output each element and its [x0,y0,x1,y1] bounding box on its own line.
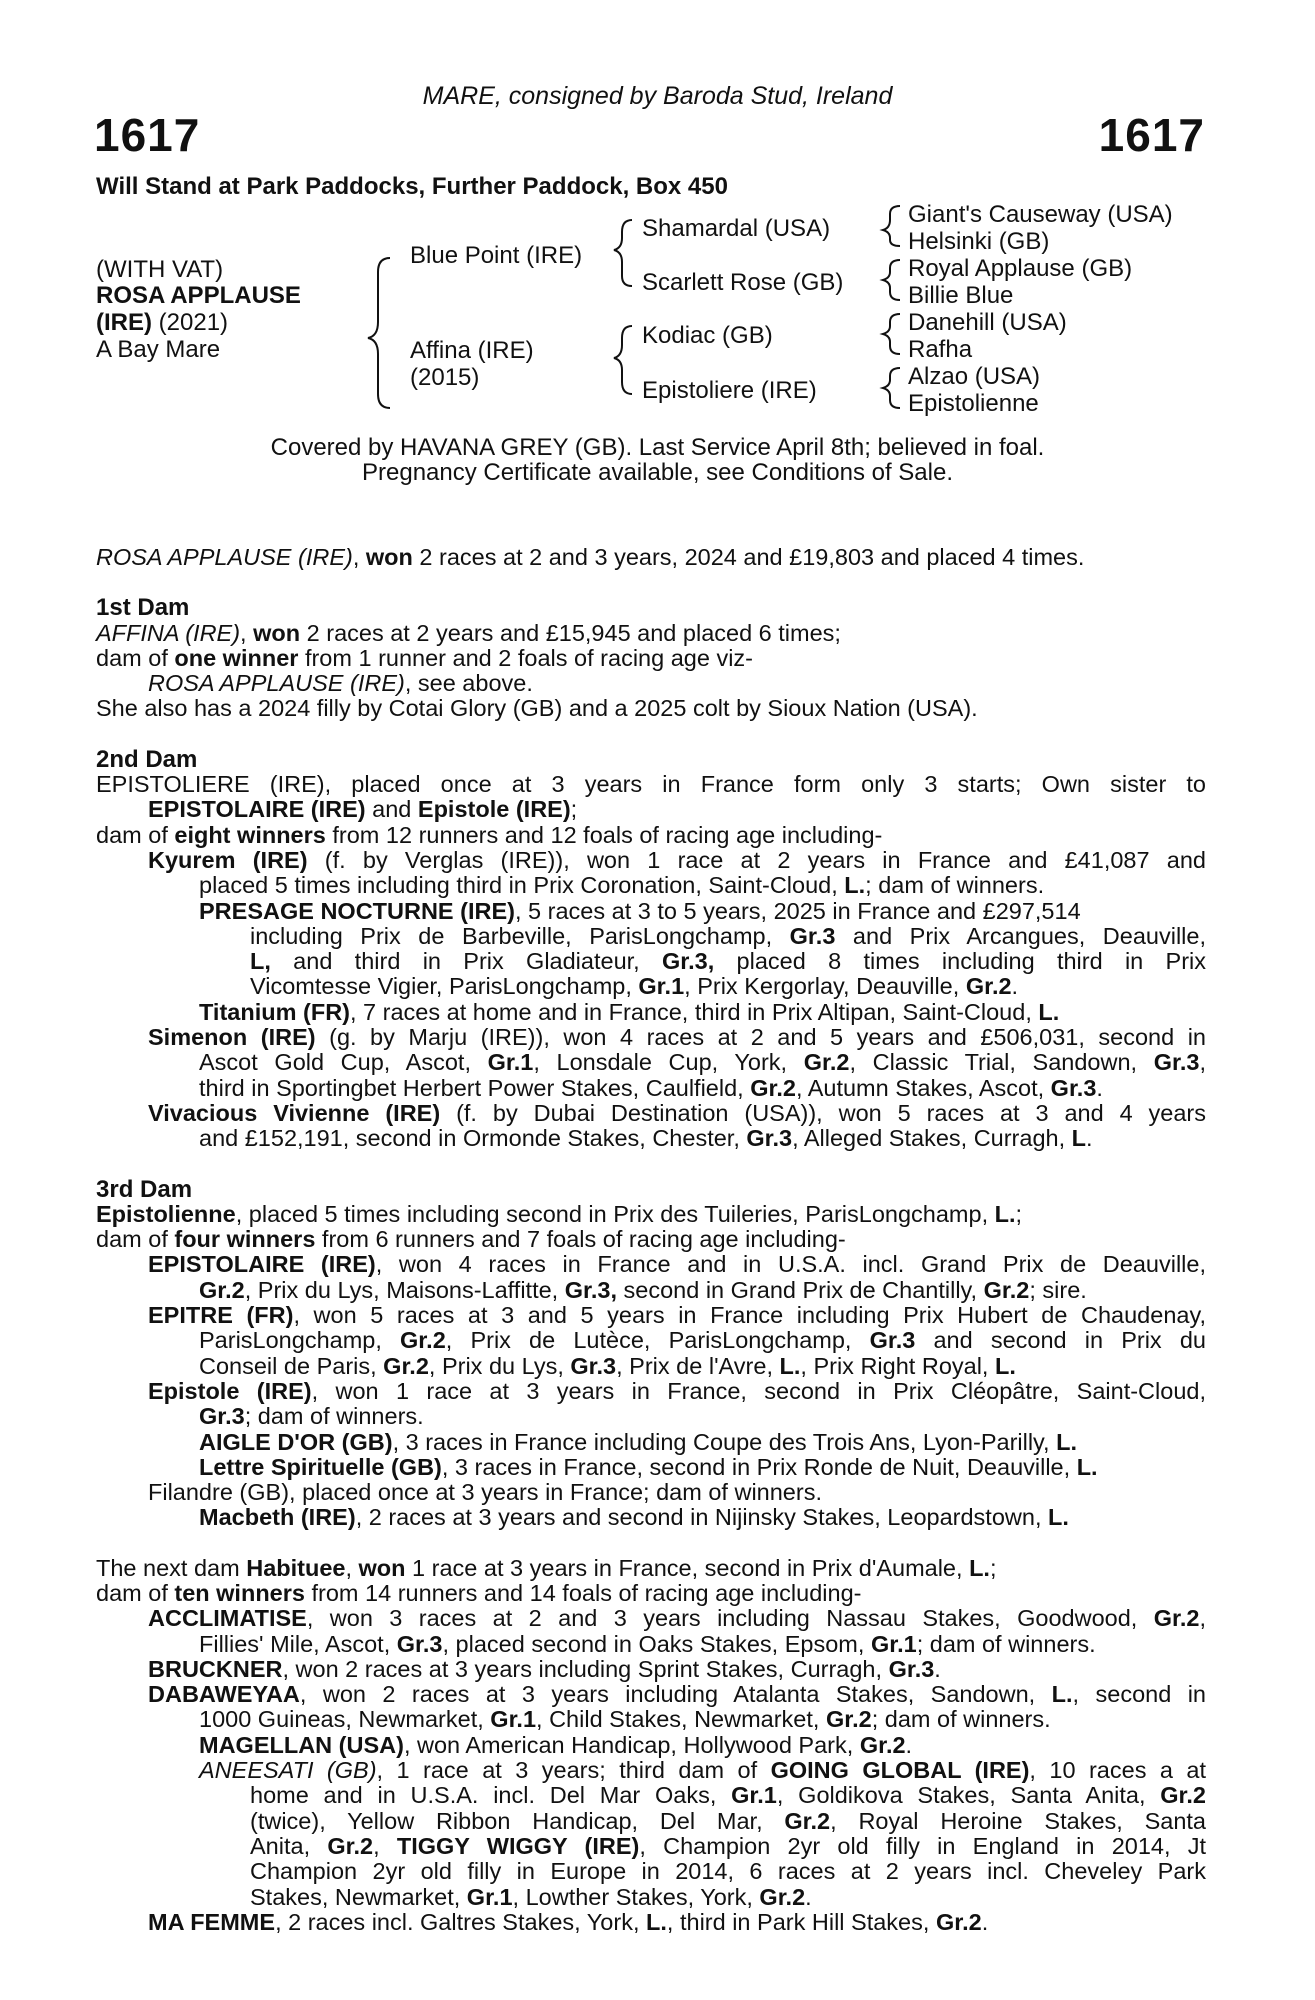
text: , Prix du Lys, Maisons-Laffitte, [244,1276,565,1303]
text: and [365,796,418,823]
grade: Gr.1 [870,1630,917,1657]
first-dam-comma: , [240,619,254,646]
dabaweyaa-line-2 [96,1707,1206,1732]
grade: Gr.2 [327,1832,374,1859]
text: dam of [96,644,175,671]
text: from 12 runners and 12 foals of racing age including- [325,821,883,848]
text: , Child Stakes, Newmarket, [536,1706,826,1733]
text: , 7 races at home and in France, third in Prix Altipan, Saint-Cloud, [350,998,1039,1025]
epistole-line-1 [96,1379,1206,1404]
text: , Champion 2yr old filly in England in 2014, Jt [639,1832,1207,1859]
text: , [1199,1049,1206,1076]
grade: L, [250,948,271,975]
first-dam-heading: 1st Dam [96,594,190,622]
horse-suffix: (IRE) [96,309,152,336]
text: ParisLongchamp, [199,1327,401,1354]
progeny-name: MA FEMME [148,1908,276,1935]
grade: L. [1048,1504,1069,1531]
summary-horse: ROSA APPLAUSE (IRE) [96,544,353,570]
grade: L [1071,1125,1087,1152]
first-dam-line-1 [96,621,1206,646]
lot-number-right: 1617 [1098,109,1205,161]
text: ; [1015,1200,1023,1227]
text: , 1 race at 3 years; third dam of [376,1757,771,1784]
grade: Gr.2 [199,1276,245,1303]
winners-count: four winners [174,1226,316,1253]
text: 1 race at 3 years in France, second in Prix d'Aumale, [405,1554,970,1581]
presage-line-2 [96,924,1206,949]
aneesati-line-2 [96,1783,1206,1808]
aneesati-line-4 [96,1834,1206,1859]
text: and second in Prix du [915,1327,1206,1354]
text: and £152,191, second in Ormonde Stakes, Chester, [199,1125,747,1152]
text: ; [570,796,578,823]
grade: Gr.2 [859,1731,906,1758]
ggp-2: Helsinki (GB) [908,228,1050,255]
grade: Gr.2 [383,1352,429,1379]
text: , won 2 races at 3 years including Sprint Stakes, Curragh, [282,1655,889,1682]
presage-line-1 [96,899,1206,924]
text: , won 3 races at 2 and 3 years including Nassau Stakes, Goodwood, [306,1605,1154,1632]
grade: L. [969,1554,990,1581]
third-dam-line-1 [96,1202,1206,1227]
presage-line-4 [96,974,1206,999]
lettre-line [96,1455,1206,1480]
text: , 2 races at 3 years and second in Nijinsky Stakes, Leopardstown, [355,1504,1048,1531]
text: home and in U.S.A. incl. Del Mar Oaks, [250,1782,732,1809]
progeny-name: Epistole (IRE) [148,1377,312,1404]
text: placed 8 times including third in Prix [714,948,1207,975]
dam-sire: Kodiac (GB) [642,322,773,349]
grade: L. [646,1908,667,1935]
simenon-line-2 [96,1050,1206,1075]
text: . [1086,1125,1093,1152]
acclimatise-line-1 [96,1606,1206,1631]
grade: Gr.3 [869,1327,916,1354]
text: Fillies' Mile, Ascot, [199,1630,397,1657]
text: , 3 races in France, second in Prix Ronde de Nuit, Deauville, [441,1453,1077,1480]
text: , won 2 races at 3 years including Atalanta Stakes, Sandown, [299,1681,1052,1708]
dabaweyaa-line-1 [96,1682,1206,1707]
grade: L. [995,1352,1016,1379]
aigle-line [96,1430,1206,1455]
text: (g. by Marju (IRE)), won 4 races at 2 and 5 years and £506,031, second in [315,1024,1207,1051]
epistolaire-line-2 [96,1278,1206,1303]
grade: Gr.2 [825,1706,872,1733]
text: placed 5 times including third in Prix Coronation, Saint-Cloud, [199,872,845,899]
grade: Gr.2 [803,1049,850,1076]
first-dam-line-4: She also has a 2024 filly by Cotai Glory (GB) and a 2025 colt by Sioux Nation (USA). [96,695,978,722]
dam-name: Epistolienne [96,1200,236,1227]
text: Ascot Gold Cup, Ascot, [199,1049,488,1076]
grade: L. [994,1200,1016,1227]
text: , placed second in Oaks Stakes, Epsom, [442,1630,871,1657]
grade: Gr.2 [400,1327,446,1354]
descendant-name: GOING GLOBAL (IRE) [770,1757,1030,1784]
grade: Gr.3 [1050,1074,1097,1101]
descendant-name: TIGGY WIGGY (IRE) [396,1832,640,1859]
text: Vicomtesse Vigier, ParisLongchamp, [250,973,639,1000]
text: , [373,1832,397,1859]
text: . [1096,1074,1103,1101]
text: , Autumn Stakes, Ascot, [795,1074,1051,1101]
text: (f. by Dubai Destination (USA)), won 5 races at 3 and 4 years [440,1099,1207,1126]
progeny-name: AIGLE D'OR (GB) [199,1428,393,1455]
winners-count: ten winners [174,1579,305,1606]
text: , Lowther Stakes, York, [512,1883,760,1910]
text: , 10 races a at [1029,1757,1207,1784]
grade: L. [844,872,866,899]
covering-line-1: Covered by HAVANA GREY (GB). Last Service April 8th; believed in foal. [270,434,1045,461]
won-word: won [358,1554,406,1581]
magellan-line [96,1733,1206,1758]
text: ; dam of winners. [244,1403,424,1430]
text: from 1 runner and 2 foals of racing age viz- [298,644,753,671]
progeny-name: PRESAGE NOCTURNE (IRE) [199,897,515,924]
epistole-line-2 [96,1404,1206,1429]
filandre-line: Filandre (GB), placed once at 3 years in France; dam of winners. [148,1479,822,1506]
grade: Gr.2 [759,1883,806,1910]
aneesati-line-3 [96,1809,1206,1834]
text: , won 1 race at 3 years in France, second in Prix Cléopâtre, Saint-Cloud, [311,1377,1206,1404]
second-dam-line-3 [96,823,1206,848]
text: , see above. [404,670,533,697]
progeny-name: EPITRE (FR) [148,1302,294,1329]
progeny-name: MAGELLAN (USA) [199,1731,404,1758]
titanium-line [96,1000,1206,1025]
grade: Gr.2 [983,1276,1030,1303]
grade: Gr.3 [396,1630,443,1657]
text: and Prix Arcangues, Deauville, [835,922,1206,949]
second-dam-heading: 2nd Dam [96,745,198,773]
vivienne-line-1 [96,1101,1206,1126]
text: , [1199,1605,1206,1632]
text: ; dam of winners. [871,1706,1051,1733]
progeny-name: EPISTOLAIRE (IRE) [148,1251,376,1278]
progeny-name: BRUCKNER [148,1655,283,1682]
sire-sire: Shamardal (USA) [642,215,831,242]
text: . [1011,973,1019,1000]
grade: Gr.1 [731,1782,777,1809]
grade: L. [1038,998,1060,1025]
progeny-name: ANEESATI (GB) [199,1757,377,1784]
ggp-8: Epistolienne [908,390,1039,417]
consignment-line: MARE, consigned by Baroda Stud, Ireland [422,82,893,110]
grade: Gr.3 [888,1655,935,1682]
epistolaire-line-1 [96,1252,1206,1277]
horse-name: ROSA APPLAUSE [96,282,301,309]
text: third in Sportingbet Herbert Power Stakes, Caulfield, [199,1074,751,1101]
grade: Gr.2 [750,1074,796,1101]
text: , Prix de l'Avre, [616,1352,780,1379]
text: Conseil de Paris, [199,1352,384,1379]
text: from 14 runners and 14 foals of racing age including- [304,1579,862,1606]
third-dam-line-2 [96,1227,1206,1252]
text: , third in Park Hill Stakes, [666,1908,936,1935]
epitre-line-3 [96,1354,1206,1379]
first-dam-rest: 2 races at 2 years and £15,945 and placed 6 times; [300,619,841,646]
text: , Royal Heroine Stakes, Santa [830,1807,1206,1834]
progeny-name: ACCLIMATISE [148,1605,307,1632]
text: . [981,1908,989,1935]
macbeth-line [96,1505,1206,1530]
epitre-line-2 [96,1328,1206,1353]
summary-won: won [365,544,413,570]
text: , won 5 races at 3 and 5 years in France including Prix Hubert de Chaudenay, [293,1302,1206,1329]
grade: L. [1076,1453,1098,1480]
ggp-1: Giant's Causeway (USA) [908,201,1173,228]
next-dam-line-1 [96,1556,1206,1581]
acclimatise-line-2 [96,1632,1206,1657]
kyurem-line-2 [96,873,1206,898]
second-dam-line-1: EPISTOLIERE (IRE), placed once at 3 years in France form only 3 starts; Own sister to [96,771,1206,798]
winners-count: eight winners [174,821,326,848]
second-dam-line-2 [96,797,1206,822]
text: . [905,1731,913,1758]
text: , second in [1072,1681,1207,1708]
progeny-name: Titanium (FR) [199,998,350,1025]
simenon-line-1 [96,1025,1206,1050]
dam: Affina (IRE) [410,337,534,364]
grade: Gr.2 [784,1807,831,1834]
vat-note: (WITH VAT) [96,256,224,283]
text: (f. by Verglas (IRE)), won 1 race at 2 years in France and £41,087 and [307,846,1206,873]
simenon-line-3 [96,1076,1206,1101]
text: , 3 races in France including Coupe des Trois Ans, Lyon-Parilly, [392,1428,1057,1455]
text: (twice), Yellow Ribbon Handicap, Del Mar, [250,1807,785,1834]
kyurem-line-1 [96,848,1206,873]
ggp-7: Alzao (USA) [908,363,1041,390]
text: , 5 races at 3 to 5 years, 2025 in France and £297,514 [514,897,1081,924]
next-dam-line-2 [96,1581,1206,1606]
text: ; [989,1554,997,1581]
grade: L. [779,1352,801,1379]
text: , Alleged Stakes, Curragh, [792,1125,1072,1152]
text: and third in Prix Gladiateur, [270,948,662,975]
dam-dam: Epistoliere (IRE) [642,377,817,404]
grade: Gr.1 [487,1049,534,1076]
sibling-name: Epistole (IRE) [417,796,571,823]
dam-name: Habituee [246,1554,346,1581]
first-dam-name: AFFINA (IRE) [96,619,241,646]
dam-year: (2015) [410,364,480,391]
aneesati-line-5: Champion 2yr old filly in Europe in 2014, 6 races at 2 years incl. Cheveley Park [250,1858,1206,1885]
sire-dam: Scarlett Rose (GB) [642,269,844,296]
first-dam-line-2 [96,646,1206,671]
text: Anita, [250,1832,328,1859]
text: , Prix Kergorlay, Deauville, [684,973,966,1000]
grade: Gr.2 [1153,1605,1200,1632]
ggp-6: Rafha [908,336,973,363]
grade: Gr.2 [965,973,1012,1000]
epitre-line-1 [96,1303,1206,1328]
winners-count: one winner [174,644,299,671]
text: dam of [96,1226,175,1253]
text: , Prix du Lys, [428,1352,571,1379]
text: dam of [96,821,175,848]
grade: L. [1056,1428,1078,1455]
presage-line-3 [96,949,1206,974]
text: ; sire. [1029,1276,1087,1303]
progeny-name: ROSA APPLAUSE (IRE) [148,670,405,697]
text: Stakes, Newmarket, [250,1883,467,1910]
text: , placed 5 times including second in Prix des Tuileries, ParisLongchamp, [235,1200,995,1227]
grade: Gr.2 [1160,1782,1206,1809]
progeny-name: Simenon (IRE) [148,1024,316,1051]
progeny-name: Vivacious Vivienne (IRE) [148,1099,441,1126]
text: second in Grand Prix de Chantilly, [617,1276,984,1303]
text: The next dam [96,1554,247,1581]
ggp-4: Billie Blue [908,282,1014,309]
grade: L. [1051,1681,1073,1708]
grade: Gr.3, [564,1276,617,1303]
grade: Gr.1 [638,973,685,1000]
catalogue-body [96,545,1206,1935]
text: , Prix de Lutèce, ParisLongchamp, [445,1327,870,1354]
aneesati-line-6 [96,1885,1206,1910]
sire: Blue Point (IRE) [410,242,583,269]
text: . [805,1883,812,1910]
vivienne-line-2 [96,1126,1206,1151]
grade: Gr.1 [466,1883,513,1910]
grade: Gr.1 [490,1706,537,1733]
aneesati-line-1 [96,1758,1206,1783]
grade: Gr.3 [570,1352,617,1379]
text: , Lonsdale Cup, York, [533,1049,804,1076]
grade: Gr.3 [746,1125,793,1152]
progeny-name: Kyurem (IRE) [148,846,308,873]
grade: Gr.3 [1153,1049,1200,1076]
text: including Prix de Barbeville, ParisLongchamp, [250,922,790,949]
text: ; dam of winners. [865,872,1045,899]
ggp-3: Royal Applause (GB) [908,255,1133,282]
covering-line-2: Pregnancy Certificate available, see Conditions of Sale. [362,459,953,486]
text: , 2 races incl. Galtres Stakes, York, [275,1908,647,1935]
text: , won American Handicap, Hollywood Park, [403,1731,860,1758]
progeny-name: DABAWEYAA [148,1681,300,1708]
text: from 6 runners and 7 foals of racing age including- [315,1226,846,1253]
ma-femme-line [96,1910,1206,1935]
progeny-name: Macbeth (IRE) [199,1504,356,1531]
horse-description: A Bay Mare [96,336,221,363]
grade: Gr.3 [789,922,836,949]
ggp-5: Danehill (USA) [908,309,1067,336]
first-dam-won: won [253,619,301,646]
progeny-name: Lettre Spirituelle (GB) [199,1453,442,1480]
grade: Gr.3, [662,948,715,975]
text: , Classic Trial, Sandown, [849,1049,1154,1076]
text: , won 4 races in France and in U.S.A. incl. Grand Prix de Deauville, [375,1251,1206,1278]
sibling-name: EPISTOLAIRE (IRE) [148,796,366,823]
grade: Gr.3 [199,1403,245,1430]
text: , Prix Right Royal, [800,1352,995,1379]
third-dam-heading: 3rd Dam [96,1175,193,1203]
stand-location: Will Stand at Park Paddocks, Further Paddock, Box 450 [96,173,728,200]
text: dam of [96,1579,175,1606]
text: , Goldikova Stakes, Santa Anita, [776,1782,1161,1809]
horse-year: (2021) [152,309,229,336]
lot-number-left: 1617 [94,109,201,161]
text: . [934,1655,941,1682]
summary-rest: 2 races at 2 and 3 years, 2024 and £19,803 and placed 4 times. [412,544,1085,570]
text: 1000 Guineas, Newmarket, [199,1706,491,1733]
bruckner-line [96,1657,1206,1682]
first-dam-line-3 [96,671,1206,696]
summary-line: ROSA APPLAUSE (IRE), won 2 races at 2 and 3 years, 2024 and £19,803 and placed 4 times. [96,544,1085,570]
text: ; dam of winners. [916,1630,1096,1657]
text: , [345,1554,359,1581]
grade: Gr.2 [935,1908,982,1935]
